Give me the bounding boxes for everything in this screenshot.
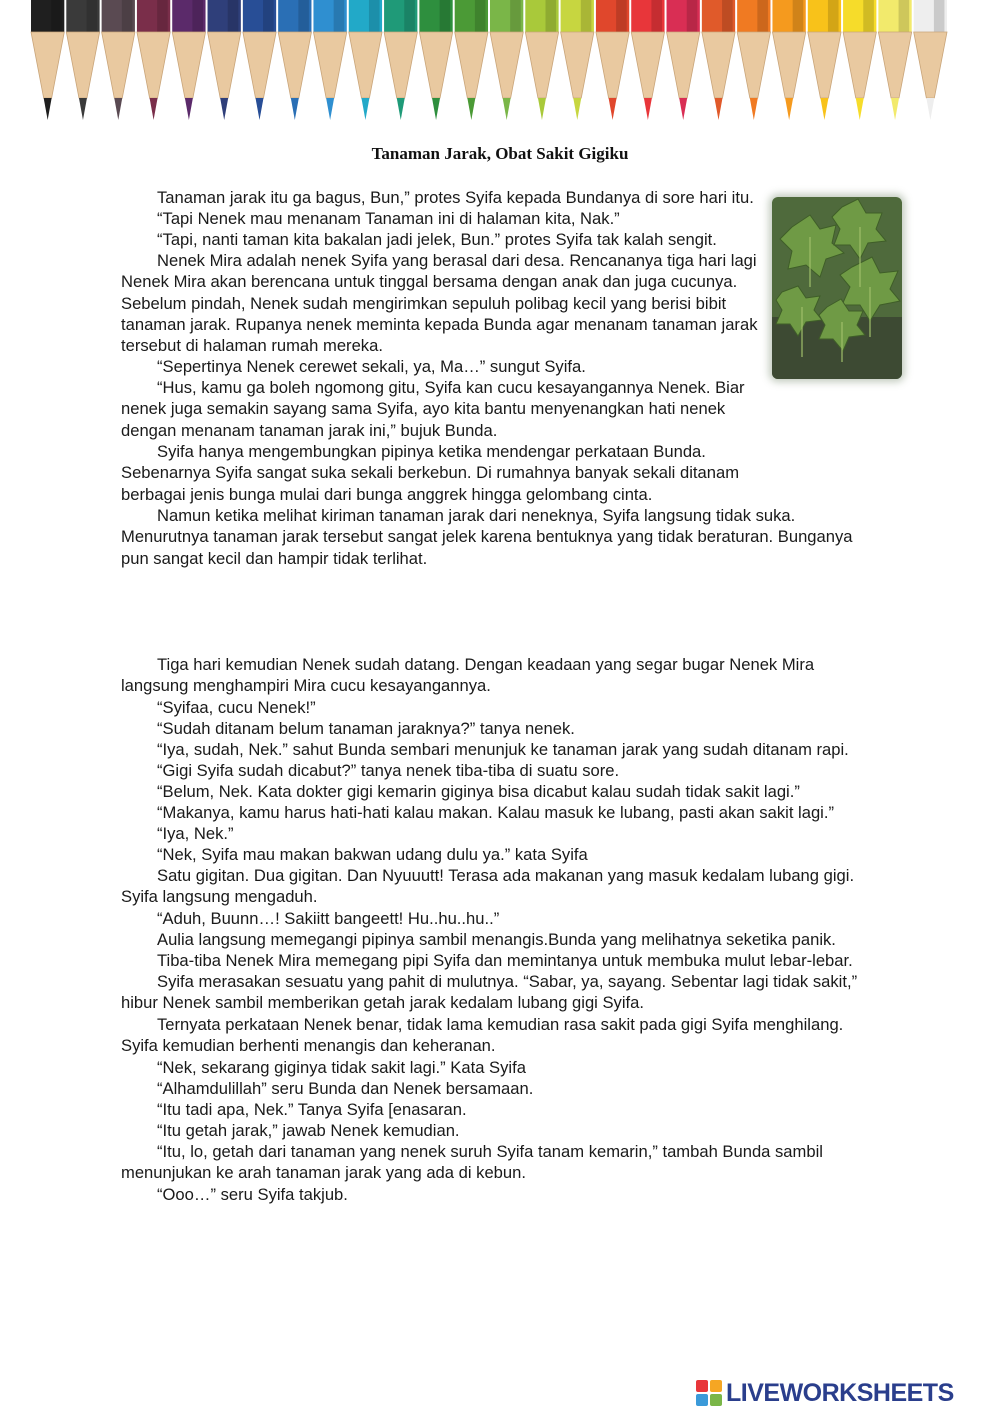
story-paragraph: Syifa merasakan sesuatu yang pahit di mulutnya. “Sabar, ya, sayang. Sebentar lagi tidak sakit,” hibur Nenek sambil memberikan getah jarak kedalam lubang gigi Syifa. [121,972,858,1013]
story-paragraph: “Itu, lo, getah dari tanaman yang nenek suruh Syifa tanam kemarin,” tambah Bunda sambil menunjukan ke arah tanaman jarak yang ada di kebun. [121,1142,823,1183]
pencil [631,0,664,120]
story-paragraph: “Itu getah jarak,” jawab Nenek kemudian. [157,1121,460,1140]
pencil [702,0,735,120]
story-paragraph: “Aduh, Buunn…! Sakiitt bangeett! Hu..hu..hu..” [157,909,500,928]
story-paragraph: Satu gigitan. Dua gigitan. Dan Nyuuutt! Terasa ada makanan yang masuk kedalam lubang gigi. Syifa langsung mengaduh. [121,866,855,907]
story-paragraph: “Makanya, kamu harus hati-hati kalau makan. Kalau masuk ke lubang, pasti akan sakit lagi.” [157,803,835,822]
pencil [667,0,700,120]
story-paragraph: “Belum, Nek. Kata dokter gigi kemarin giginya bisa dicabut kalau sudah tidak sakit lagi.” [157,782,800,801]
castor-plant-photo [772,197,902,379]
pencil [878,0,911,120]
story-paragraph: “Ooo…” seru Syifa takjub. [157,1185,348,1204]
pencil [208,0,241,120]
pencil [843,0,876,120]
pencil [525,0,558,120]
story-paragraph: “Tapi, nanti taman kita bakalan jadi jelek, Bun.” protes Syifa tak kalah sengit. [157,230,717,249]
story-paragraph: “Nek, sekarang giginya tidak sakit lagi.” Kata Syifa [157,1058,526,1077]
liveworksheets-logo-text: LIVEWORKSHEETS [726,1378,954,1407]
pencil [243,0,276,120]
pencil [490,0,523,120]
pencil [455,0,488,120]
pencil [419,0,452,120]
story-paragraph: “Iya, Nek.” [157,824,234,843]
story-paragraph: “Sepertinya Nenek cerewet sekali, ya, Ma…” sungut Syifa. [157,357,586,376]
document-title: Tanaman Jarak, Obat Sakit Gigiku [371,144,629,163]
pencil [278,0,311,120]
story-paragraph: Nenek Mira adalah nenek Syifa yang berasal dari desa. Rencananya tiga hari lagi Nenek Mira akan berencana untuk tinggal bersama dengan anak dan juga cucunya. Sebelum pindah, Nenek sudah mengirimkan sepuluh polibag kecil yang berisi bibit tanaman jarak. Rupanya nenek meminta kepada Bunda agar menanam tanaman jarak tersebut di halaman rumah mereka. [121,251,758,356]
story-paragraph: “Hus, kamu ga boleh ngomong gitu, Syifa kan cucu kesayangannya Nenek. Biar nenek juga semakin sayang sama Syifa, ayo kita bantu menyenangkan hati nenek dengan menanam tanaman jarak ini,” bujuk Bunda. [121,378,745,440]
story-paragraph: “Nek, Syifa mau makan bakwan udang dulu ya.” kata Syifa [157,845,588,864]
pencil [66,0,99,120]
pencil [914,0,947,120]
pencil [349,0,382,120]
story-paragraph: Ternyata perkataan Nenek benar, tidak lama kemudian rasa sakit pada gigi Syifa menghilang. Syifa kemudian berhenti menangis dan keheranan. [121,1015,844,1056]
story-paragraph: “Syifaa, cucu Nenek!” [157,698,316,717]
pencil [31,0,64,120]
story-paragraph: Tanaman jarak itu ga bagus, Bun,” protes Syifa kepada Bundanya di sore hari itu. [157,188,754,207]
story-paragraph: “Sudah ditanam belum tanaman jaraknya?” tanya nenek. [157,719,575,738]
pencil [772,0,805,120]
colored-pencils-banner [0,0,1000,130]
pencil [172,0,205,120]
pencil [384,0,417,120]
story-paragraph: Aulia langsung memegangi pipinya sambil menangis.Bunda yang melihatnya seketika panik. [157,930,836,949]
story-paragraph: Syifa hanya mengembungkan pipinya ketika mendengar perkataan Bunda. Sebenarnya Syifa sangat suka sekali berkebun. Di rumahnya banyak sekali ditanam berbagai jenis bunga mulai dari bunga anggrek hingga gelombang cinta. [121,442,740,504]
story-paragraph: Tiba-tiba Nenek Mira memegang pipi Syifa dan memintanya untuk membuka mulut lebar-lebar. [157,951,853,970]
pencil [313,0,346,120]
liveworksheets-logo [696,1380,996,1406]
pencil [737,0,770,120]
story-paragraph: “Itu tadi apa, Nek.” Tanya Syifa [enasaran. [157,1100,467,1119]
story-paragraph: Tiga hari kemudian Nenek sudah datang. Dengan keadaan yang segar bugar Nenek Mira langsung menghampiri Mira cucu kesayangannya. [121,655,815,696]
pencil [137,0,170,120]
story-paragraph: “Gigi Syifa sudah dicabut?” tanya nenek tiba-tiba di suatu sore. [157,761,620,780]
liveworksheets-logo-icon [696,1380,722,1406]
story-paragraph: “Iya, sudah, Nek.” sahut Bunda sembari menunjuk ke tanaman jarak yang sudah ditanam rapi. [157,740,849,759]
story-paragraph: Namun ketika melihat kiriman tanaman jarak dari neneknya, Syifa langsung tidak suka. Menurutnya tanaman jarak tersebut sangat jelek karena bentuknya yang tidak beraturan. Bunganya pun sangat kecil dan hampir tidak terlihat. [121,506,853,568]
pencil [102,0,135,120]
pencil [561,0,594,120]
pencil [596,0,629,120]
story-paragraph: “Tapi Nenek mau menanam Tanaman ini di halaman kita, Nak.” [157,209,620,228]
pencil [808,0,841,120]
story-paragraph: “Alhamdulillah” seru Bunda dan Nenek bersamaan. [157,1079,534,1098]
